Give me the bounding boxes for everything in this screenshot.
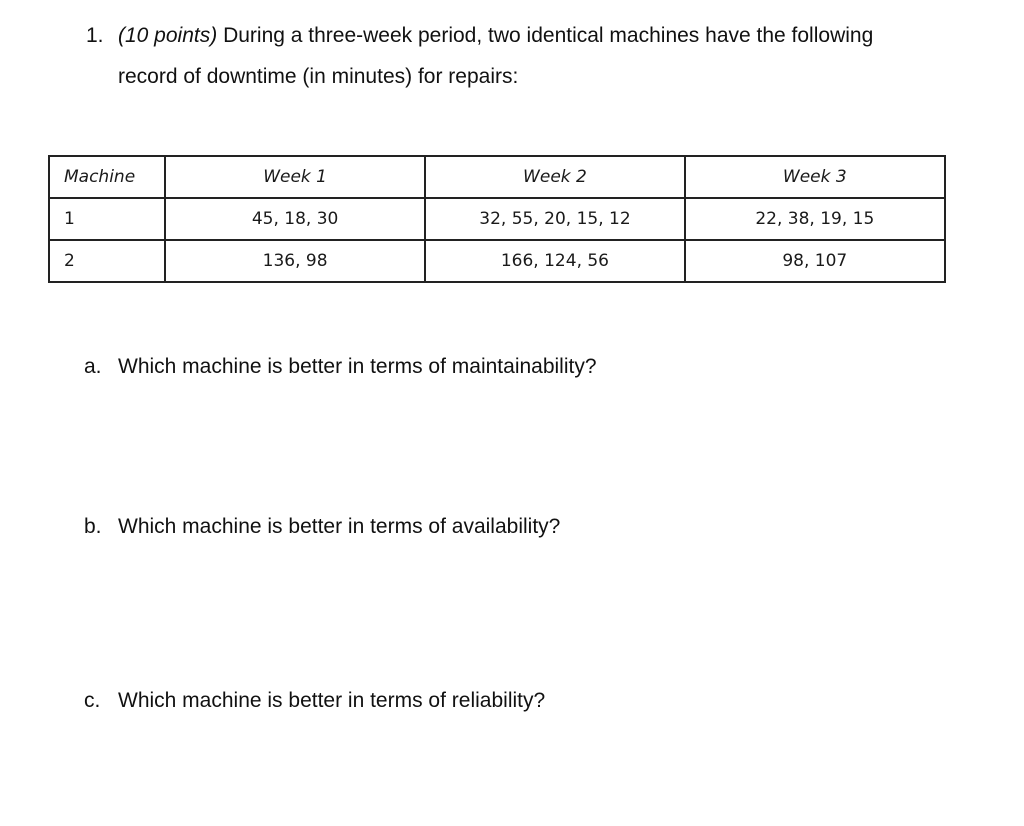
table-row xyxy=(49,240,945,282)
downtime-table xyxy=(48,155,946,283)
cell-week-3: 98, 107 xyxy=(685,240,945,282)
header-week-1: Week 1 xyxy=(165,156,425,198)
question-points: (10 points) xyxy=(118,24,218,47)
cell-week-1: 136, 98 xyxy=(165,240,425,282)
subquestion-letter: b. xyxy=(84,515,102,538)
subquestion-letter: c. xyxy=(84,689,101,712)
question-text-1: During a three-week period, two identical machines have the following xyxy=(223,24,874,47)
subquestion-a xyxy=(84,356,597,377)
header-week-3: Week 3 xyxy=(685,156,945,198)
question-text-line2: record of downtime (in minutes) for repairs: xyxy=(118,65,519,88)
question-number: 1. xyxy=(86,24,104,47)
subquestion-letter: a. xyxy=(84,355,102,378)
cell-machine: 2 xyxy=(49,240,165,282)
table-row xyxy=(49,198,945,240)
subquestion-text: Which machine is better in terms of reliability? xyxy=(118,689,546,712)
cell-machine: 1 xyxy=(49,198,165,240)
cell-week-1: 45, 18, 30 xyxy=(165,198,425,240)
cell-week-3: 22, 38, 19, 15 xyxy=(685,198,945,240)
table-header-row xyxy=(49,156,945,198)
header-week-2: Week 2 xyxy=(425,156,684,198)
subquestion-b xyxy=(84,516,560,537)
subquestion-text: Which machine is better in terms of availability? xyxy=(118,515,561,538)
question-text-line1 xyxy=(118,25,873,46)
cell-week-2: 166, 124, 56 xyxy=(425,240,684,282)
subquestion-text: Which machine is better in terms of maintainability? xyxy=(118,355,597,378)
header-machine: Machine xyxy=(49,156,165,198)
cell-week-2: 32, 55, 20, 15, 12 xyxy=(425,198,684,240)
subquestion-c xyxy=(84,690,545,711)
